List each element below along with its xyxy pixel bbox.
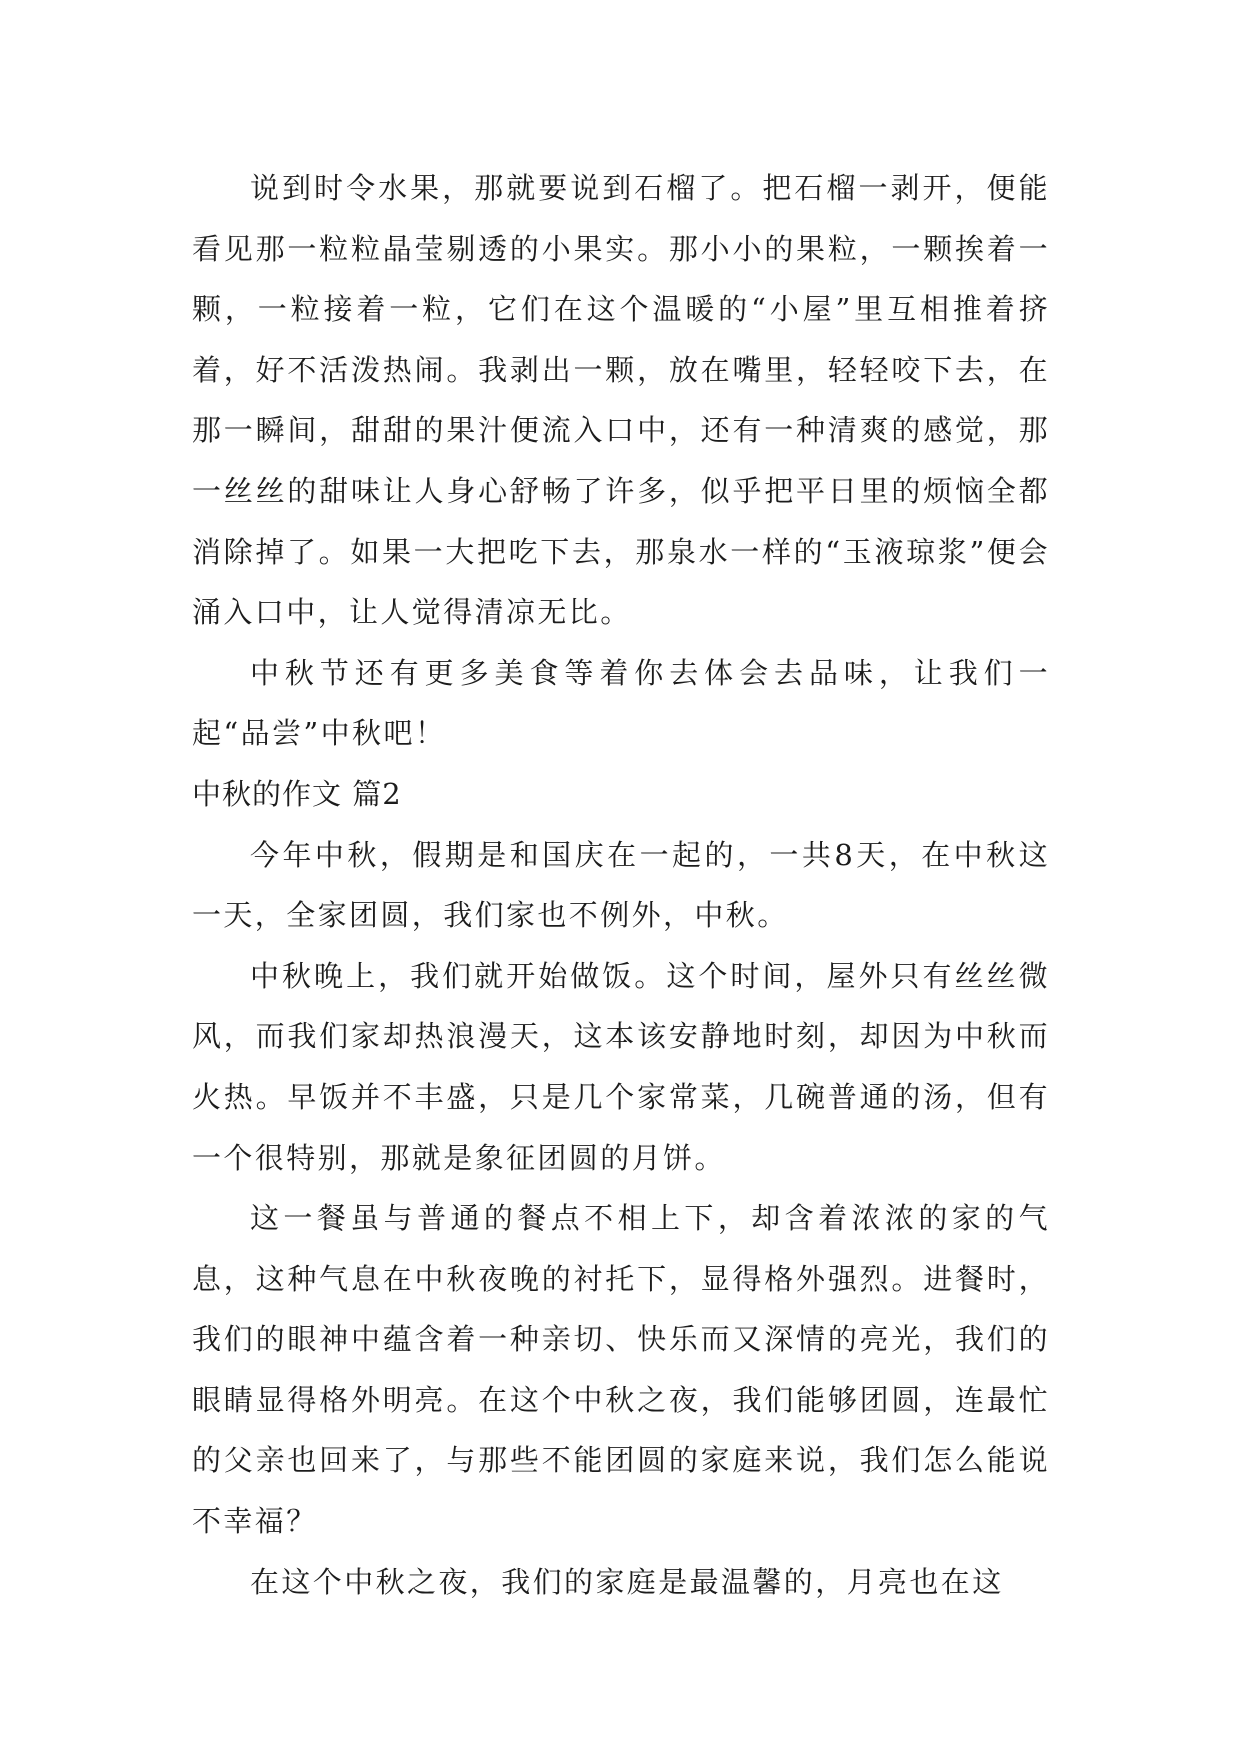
document-body (192, 158, 1050, 1612)
paragraph-pomegranate: 说到时令水果，那就要说到石榴了。把石榴一剥开，便能看见那一粒粒晶莹剔透的小果实。那小小的果粒，一颗挨着一颗，一粒接着一粒，它们在这个温暖的“小屋”里互相推着挤着，好不活泼热闹。我剥出一颗，放在嘴里，轻轻咬下去，在那一瞬间，甜甜的果汁便流入口中，还有一种清爽的感觉，那一丝丝的甜味让人身心舒畅了许多，似乎把平日里的烦恼全都消除掉了。如果一大把吃下去，那泉水一样的“玉液琼浆”便会涌入口中，让人觉得清凉无比。 (192, 171, 1050, 630)
section-heading: 中秋的作文 篇2 (192, 776, 402, 811)
paragraph-family-meal: 这一餐虽与普通的餐点不相上下，却含着浓浓的家的气息，这种气息在中秋夜晚的衬托下，显得格外强烈。进餐时，我们的眼神中蕴含着一种亲切、快乐而又深情的亮光，我们的眼睛显得格外明亮。在这个中秋之夜，我们能够团圆，连最忙的父亲也回来了，与那些不能团圆的家庭来说，我们怎么能说不幸福？ (192, 1201, 1050, 1539)
paragraph-warm-family: 在这个中秋之夜，我们的家庭是最温馨的，月亮也在这 (250, 1564, 1004, 1599)
paragraph-dinner: 中秋晚上，我们就开始做饭。这个时间，屋外只有丝丝微风，而我们家却热浪漫天，这本该安静地时刻，却因为中秋而火热。早饭并不丰盛，只是几个家常菜，几碗普通的汤，但有一个很特别，那就是象征团圆的月饼。 (192, 958, 1050, 1175)
paragraph-mid-autumn-food: 中秋节还有更多美食等着你去体会去品味，让我们一起“品尝”中秋吧！ (192, 655, 1050, 751)
paragraph-holiday: 今年中秋，假期是和国庆在一起的，一共8天，在中秋这一天，全家团圆，我们家也不例外，中秋。 (192, 837, 1050, 933)
